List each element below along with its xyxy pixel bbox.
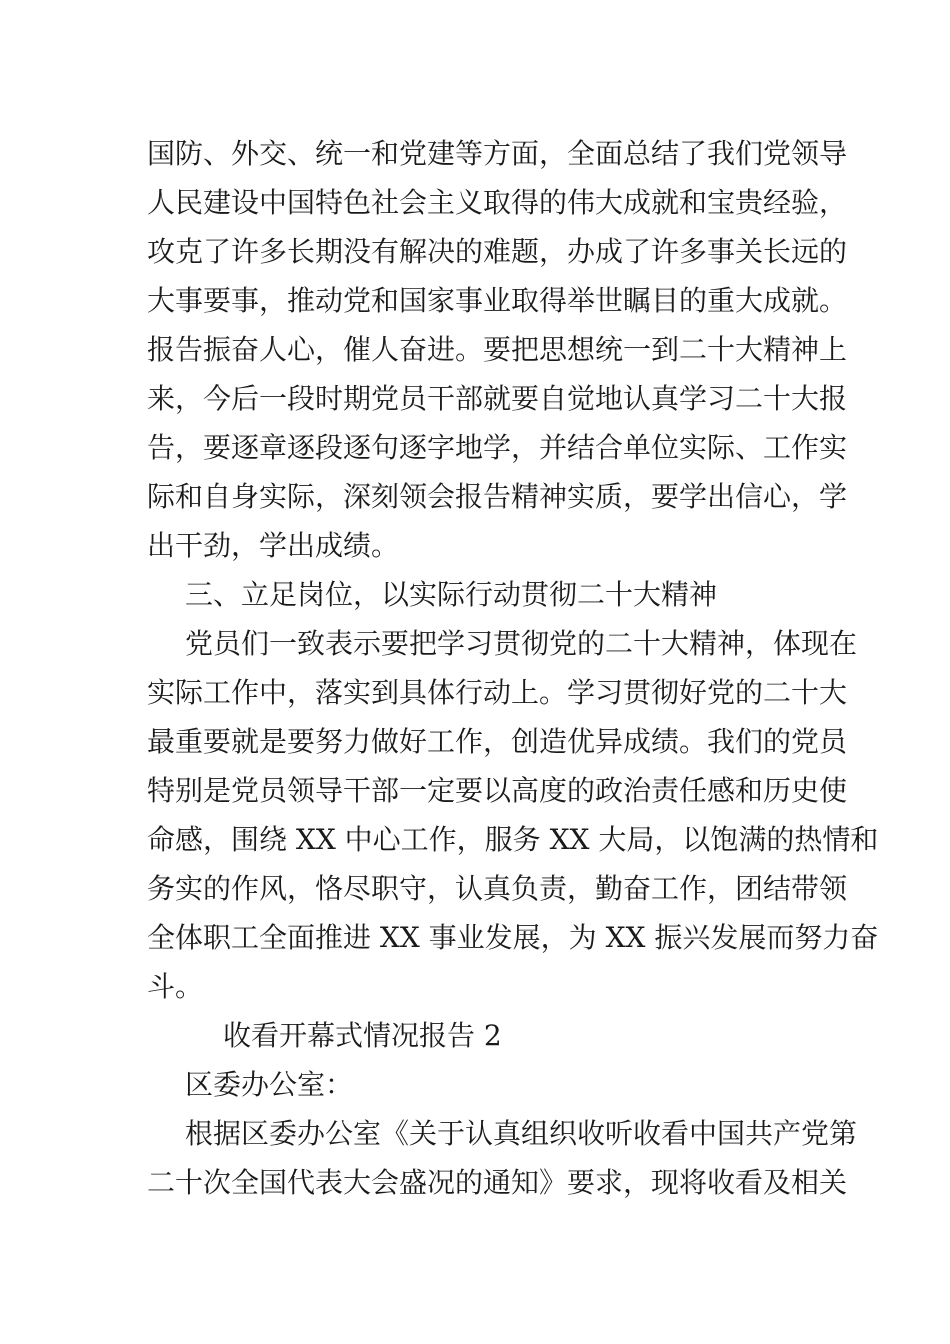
paragraph-line: 告，要逐章逐段逐句逐字地学，并结合单位实际、工作实 bbox=[147, 431, 848, 464]
paragraph-line: 来，今后一段时期党员干部就要自觉地认真学习二十大报 bbox=[147, 382, 848, 415]
salutation: 区委办公室： bbox=[185, 1068, 354, 1101]
paragraph-line: 党员们一致表示要把学习贯彻党的二十大精神，体现在 bbox=[185, 627, 858, 660]
paragraph-line: 根据区委办公室《关于认真组织收听收看中国共产党第 bbox=[185, 1117, 858, 1150]
paragraph-line: 务实的作风，恪尽职守，认真负责，勤奋工作，团结带领 bbox=[147, 872, 848, 905]
paragraph-line: 报告振奋人心，催人奋进。要把思想统一到二十大精神上 bbox=[147, 333, 848, 366]
paragraph-line: 特别是党员领导干部一定要以高度的政治责任感和历史使 bbox=[147, 774, 848, 807]
paragraph-line: 实际工作中，落实到具体行动上。学习贯彻好党的二十大 bbox=[147, 676, 848, 709]
paragraph-line: 命感，围绕 XX 中心工作，服务 XX 大局，以饱满的热情和 bbox=[147, 823, 879, 856]
paragraph-line: 全体职工全面推进 XX 事业发展，为 XX 振兴发展而努力奋 bbox=[147, 921, 879, 954]
paragraph-line: 攻克了许多长期没有解决的难题，办成了许多事关长远的 bbox=[147, 235, 848, 268]
document-body bbox=[147, 129, 879, 1207]
paragraph-line: 大事要事，推动党和国家事业取得举世瞩目的重大成就。 bbox=[147, 284, 848, 317]
paragraph-line: 斗。 bbox=[147, 970, 204, 1003]
paragraph-line: 国防、外交、统一和党建等方面，全面总结了我们党领导 bbox=[147, 137, 848, 170]
section-heading: 三、立足岗位，以实际行动贯彻二十大精神 bbox=[185, 578, 718, 611]
paragraph-line: 人民建设中国特色社会主义取得的伟大成就和宝贵经验， bbox=[147, 186, 848, 219]
paragraph-line: 最重要就是要努力做好工作，创造优异成绩。我们的党员 bbox=[147, 725, 848, 758]
report-title: 收看开幕式情况报告 2 bbox=[223, 1019, 502, 1052]
paragraph-line: 际和自身实际，深刻领会报告精神实质，要学出信心，学 bbox=[147, 480, 848, 513]
paragraph-line: 二十次全国代表大会盛况的通知》要求，现将收看及相关 bbox=[147, 1166, 848, 1199]
paragraph-line: 出干劲，学出成绩。 bbox=[147, 529, 400, 562]
